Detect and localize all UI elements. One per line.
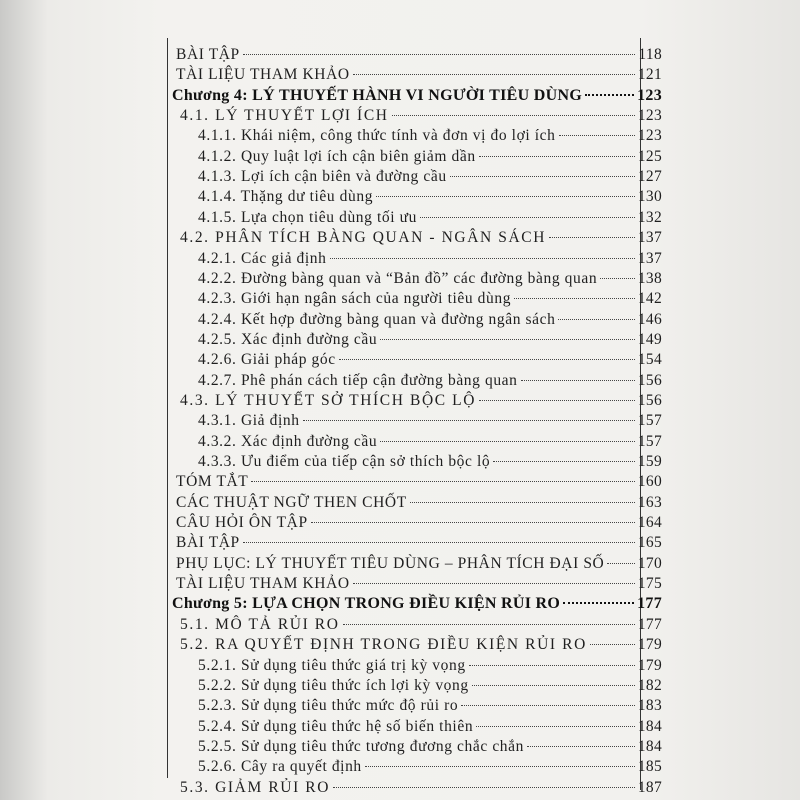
toc-entry-title: 5.2.4. Sử dụng tiêu thức hệ số biến thiên <box>198 717 474 735</box>
dot-leader <box>343 623 635 625</box>
toc-entry-page: 123 <box>637 127 662 145</box>
dot-leader <box>521 379 635 381</box>
dot-leader <box>479 155 635 157</box>
dot-leader <box>479 399 635 401</box>
dot-leader <box>590 643 635 645</box>
dot-leader <box>450 175 635 177</box>
toc-entry <box>198 309 662 331</box>
toc-entry-title: 4.1.4. Thặng dư tiêu dùng <box>198 188 374 206</box>
dot-leader <box>607 562 635 564</box>
toc-entry <box>198 736 662 758</box>
toc-entry-page: 187 <box>637 778 662 796</box>
dot-leader <box>353 582 635 584</box>
dot-leader <box>559 134 635 136</box>
toc-entry-title: 4.2.2. Đường bàng quan và “Bản đồ” các đường bàng quan <box>198 269 598 287</box>
dot-leader <box>339 358 635 360</box>
dot-leader <box>333 786 635 788</box>
toc-entry-title: BÀI TẬP <box>176 534 240 552</box>
toc-entry-title: 4.1.2. Quy luật lợi ích cận biên giảm dần <box>198 147 476 165</box>
toc-entry-page: 149 <box>637 330 662 348</box>
toc-entry-page: 123 <box>637 86 662 104</box>
toc-entry-title: 4.2.5. Xác định đường cầu <box>198 330 378 348</box>
toc-entry-title: 4.2.4. Kết hợp đường bàng quan và đường ngân sách <box>198 310 556 328</box>
dot-leader <box>376 195 635 197</box>
toc-entry-title: Chương 4: LÝ THUYẾT HÀNH VI NGƯỜI TIÊU DÙNG <box>172 86 583 104</box>
toc-entry <box>198 125 662 147</box>
toc-entry-page: 123 <box>637 107 662 125</box>
toc-entry-page: 179 <box>637 636 662 654</box>
dot-leader <box>303 419 635 421</box>
toc-entry-title: 4.2.1. Các giả định <box>198 249 327 267</box>
dot-leader <box>472 684 635 686</box>
toc-entry <box>176 44 662 66</box>
toc-entry-title: BÀI TẬP <box>176 46 240 63</box>
dot-leader <box>365 765 635 767</box>
toc-entry-page: 121 <box>637 66 662 84</box>
dot-leader <box>311 521 635 523</box>
toc-entry-title: 5.2.3. Sử dụng tiêu thức mức độ rủi ro <box>198 697 459 715</box>
toc-entry <box>198 410 662 432</box>
toc-entry-page: 184 <box>637 737 662 755</box>
toc-entry-title: 5.2.1. Sử dụng tiêu thức giá trị kỳ vọng <box>198 656 466 674</box>
toc-entry <box>176 492 662 514</box>
toc-entry-title: TÓM TẮT <box>176 473 249 491</box>
toc-entry <box>198 370 662 392</box>
toc-entry-title: 4.3. LÝ THUYẾT SỞ THÍCH BỘC LỘ <box>180 391 477 409</box>
toc-entry <box>198 248 662 270</box>
toc-entry-page: 163 <box>637 493 662 511</box>
dot-leader <box>514 297 635 299</box>
toc-entry <box>172 593 662 615</box>
toc-entry-page: 185 <box>637 758 662 776</box>
toc-entry-page: 184 <box>637 717 662 735</box>
dot-leader <box>469 664 635 666</box>
toc-entry <box>198 349 662 371</box>
dot-leader <box>493 460 635 462</box>
toc-entry-page: 175 <box>637 575 662 593</box>
toc-entry-page: 183 <box>637 697 662 715</box>
toc-entry-title: 5.3. GIẢM RỦI RO <box>180 778 331 796</box>
toc-entry <box>180 105 662 127</box>
toc-entry-page: 157 <box>637 432 662 450</box>
toc-entry-title: 5.2. RA QUYẾT ĐỊNH TRONG ĐIỀU KIỆN RỦI RO <box>180 636 587 654</box>
dot-leader <box>600 277 635 279</box>
toc-entry <box>198 166 662 188</box>
toc-entry-title: CÁC THUẬT NGỮ THEN CHỐT <box>176 493 407 511</box>
dot-leader <box>243 541 635 543</box>
toc-entry-page: 177 <box>637 595 662 613</box>
toc-entry-page: 157 <box>637 412 662 430</box>
toc-entry-page: 179 <box>637 656 662 674</box>
dot-leader <box>251 480 634 482</box>
toc-entry-title: 4.2. PHÂN TÍCH BÀNG QUAN - NGÂN SÁCH <box>180 229 547 247</box>
toc-entry-title: 4.3.2. Xác định đường cầu <box>198 432 378 450</box>
toc-entry <box>180 614 662 636</box>
toc-entry-title: Chương 5: LỰA CHỌN TRONG ĐIỀU KIỆN RỦI RO <box>172 595 561 613</box>
toc-entry <box>198 329 662 351</box>
toc-entry <box>176 512 662 534</box>
toc-entry <box>198 186 662 208</box>
toc-entry-title: 4.1. LÝ THUYẾT LỢI ÍCH <box>180 107 389 125</box>
toc-entry-page: 125 <box>637 147 662 165</box>
toc-entry-page: 156 <box>637 391 662 409</box>
dot-leader <box>558 318 634 320</box>
toc-entry-title: 5.2.6. Cây ra quyết định <box>198 758 362 776</box>
toc-entry-page: 156 <box>637 371 662 389</box>
toc-entry <box>180 777 662 799</box>
toc-entry <box>198 268 662 290</box>
toc-entry-page: 170 <box>637 554 662 572</box>
toc-entry-page: 142 <box>637 290 662 308</box>
dot-leader <box>243 53 636 55</box>
toc-entry-page: 127 <box>637 168 662 186</box>
toc-entry-title: 4.3.3. Ưu điểm của tiếp cận sở thích bộc lộ <box>198 453 491 470</box>
toc-entry <box>176 573 662 595</box>
dot-leader <box>380 338 635 340</box>
toc-entry <box>198 431 662 453</box>
toc-entry-title: 4.2.7. Phê phán cách tiếp cận đường bàng quan <box>198 371 518 389</box>
toc-entry-title: 4.3.1. Giả định <box>198 412 300 430</box>
toc-entry <box>198 207 662 229</box>
dot-leader <box>585 93 634 96</box>
toc-entry-page: 177 <box>637 615 662 633</box>
toc-entry <box>172 85 662 107</box>
dot-leader <box>380 440 635 442</box>
dot-leader <box>527 745 635 747</box>
dot-leader <box>420 216 635 218</box>
toc-entry <box>198 451 662 473</box>
toc-entry-title: 4.1.3. Lợi ích cận biên và đường cầu <box>198 168 447 186</box>
dot-leader <box>563 601 634 604</box>
toc-entry-page: 182 <box>637 676 662 694</box>
toc-entry-page: 164 <box>637 514 662 532</box>
toc-entry <box>198 146 662 168</box>
dot-leader <box>410 501 635 503</box>
toc-entry-page: 118 <box>638 46 662 63</box>
toc-entry-page: 165 <box>637 534 662 552</box>
toc-entry <box>198 756 662 778</box>
dot-leader <box>549 236 635 238</box>
dot-leader <box>353 73 635 75</box>
toc-entry-page: 160 <box>637 473 662 491</box>
toc-entry <box>176 64 662 86</box>
toc-entry <box>198 655 662 677</box>
toc-entry-title: 4.1.1. Khái niệm, công thức tính và đơn vị đo lợi ích <box>198 127 556 145</box>
dot-leader <box>392 114 635 116</box>
toc-entry-page: 159 <box>637 453 662 470</box>
toc-entry-page: 138 <box>637 269 662 287</box>
toc-entry-page: 130 <box>637 188 662 206</box>
toc-entry <box>180 390 662 412</box>
toc-entry-page: 137 <box>637 229 662 247</box>
toc-entry-page: 137 <box>637 249 662 267</box>
toc-entry <box>176 532 662 554</box>
dot-leader <box>461 704 635 706</box>
dot-leader <box>476 725 635 727</box>
toc-entry <box>198 675 662 697</box>
toc-entry-title: TÀI LIỆU THAM KHẢO <box>176 575 350 593</box>
toc-entry-title: 5.2.5. Sử dụng tiêu thức tương đương chắc chắn <box>198 737 524 755</box>
toc-entry-page: 146 <box>637 310 662 328</box>
toc-entry <box>198 695 662 717</box>
toc-entry <box>176 553 662 575</box>
toc-entry-title: 4.1.5. Lựa chọn tiêu dùng tối ưu <box>198 208 417 226</box>
toc-entry-title: 4.2.3. Giới hạn ngân sách của người tiêu dùng <box>198 290 512 308</box>
toc-entry <box>176 471 662 493</box>
toc-entry-title: 4.2.6. Giải pháp góc <box>198 351 336 369</box>
toc-entry-title: 5.2.2. Sử dụng tiêu thức ích lợi kỳ vọng <box>198 676 469 694</box>
toc-entry-title: 5.1. MÔ TẢ RỦI RO <box>180 615 340 633</box>
toc-entry-title: CÂU HỎI ÔN TẬP <box>176 514 308 532</box>
toc-entry <box>180 634 662 656</box>
toc-entry-title: PHỤ LỤC: LÝ THUYẾT TIÊU DÙNG – PHÂN TÍCH ĐẠI SỐ <box>176 554 605 572</box>
toc-entry <box>198 288 662 310</box>
dot-leader <box>330 257 635 259</box>
toc-entry-page: 154 <box>637 351 662 369</box>
toc-entry-page: 132 <box>637 208 662 226</box>
toc-entry-title: TÀI LIỆU THAM KHẢO <box>176 66 350 84</box>
toc-entry <box>198 716 662 738</box>
toc-entry <box>180 227 662 249</box>
